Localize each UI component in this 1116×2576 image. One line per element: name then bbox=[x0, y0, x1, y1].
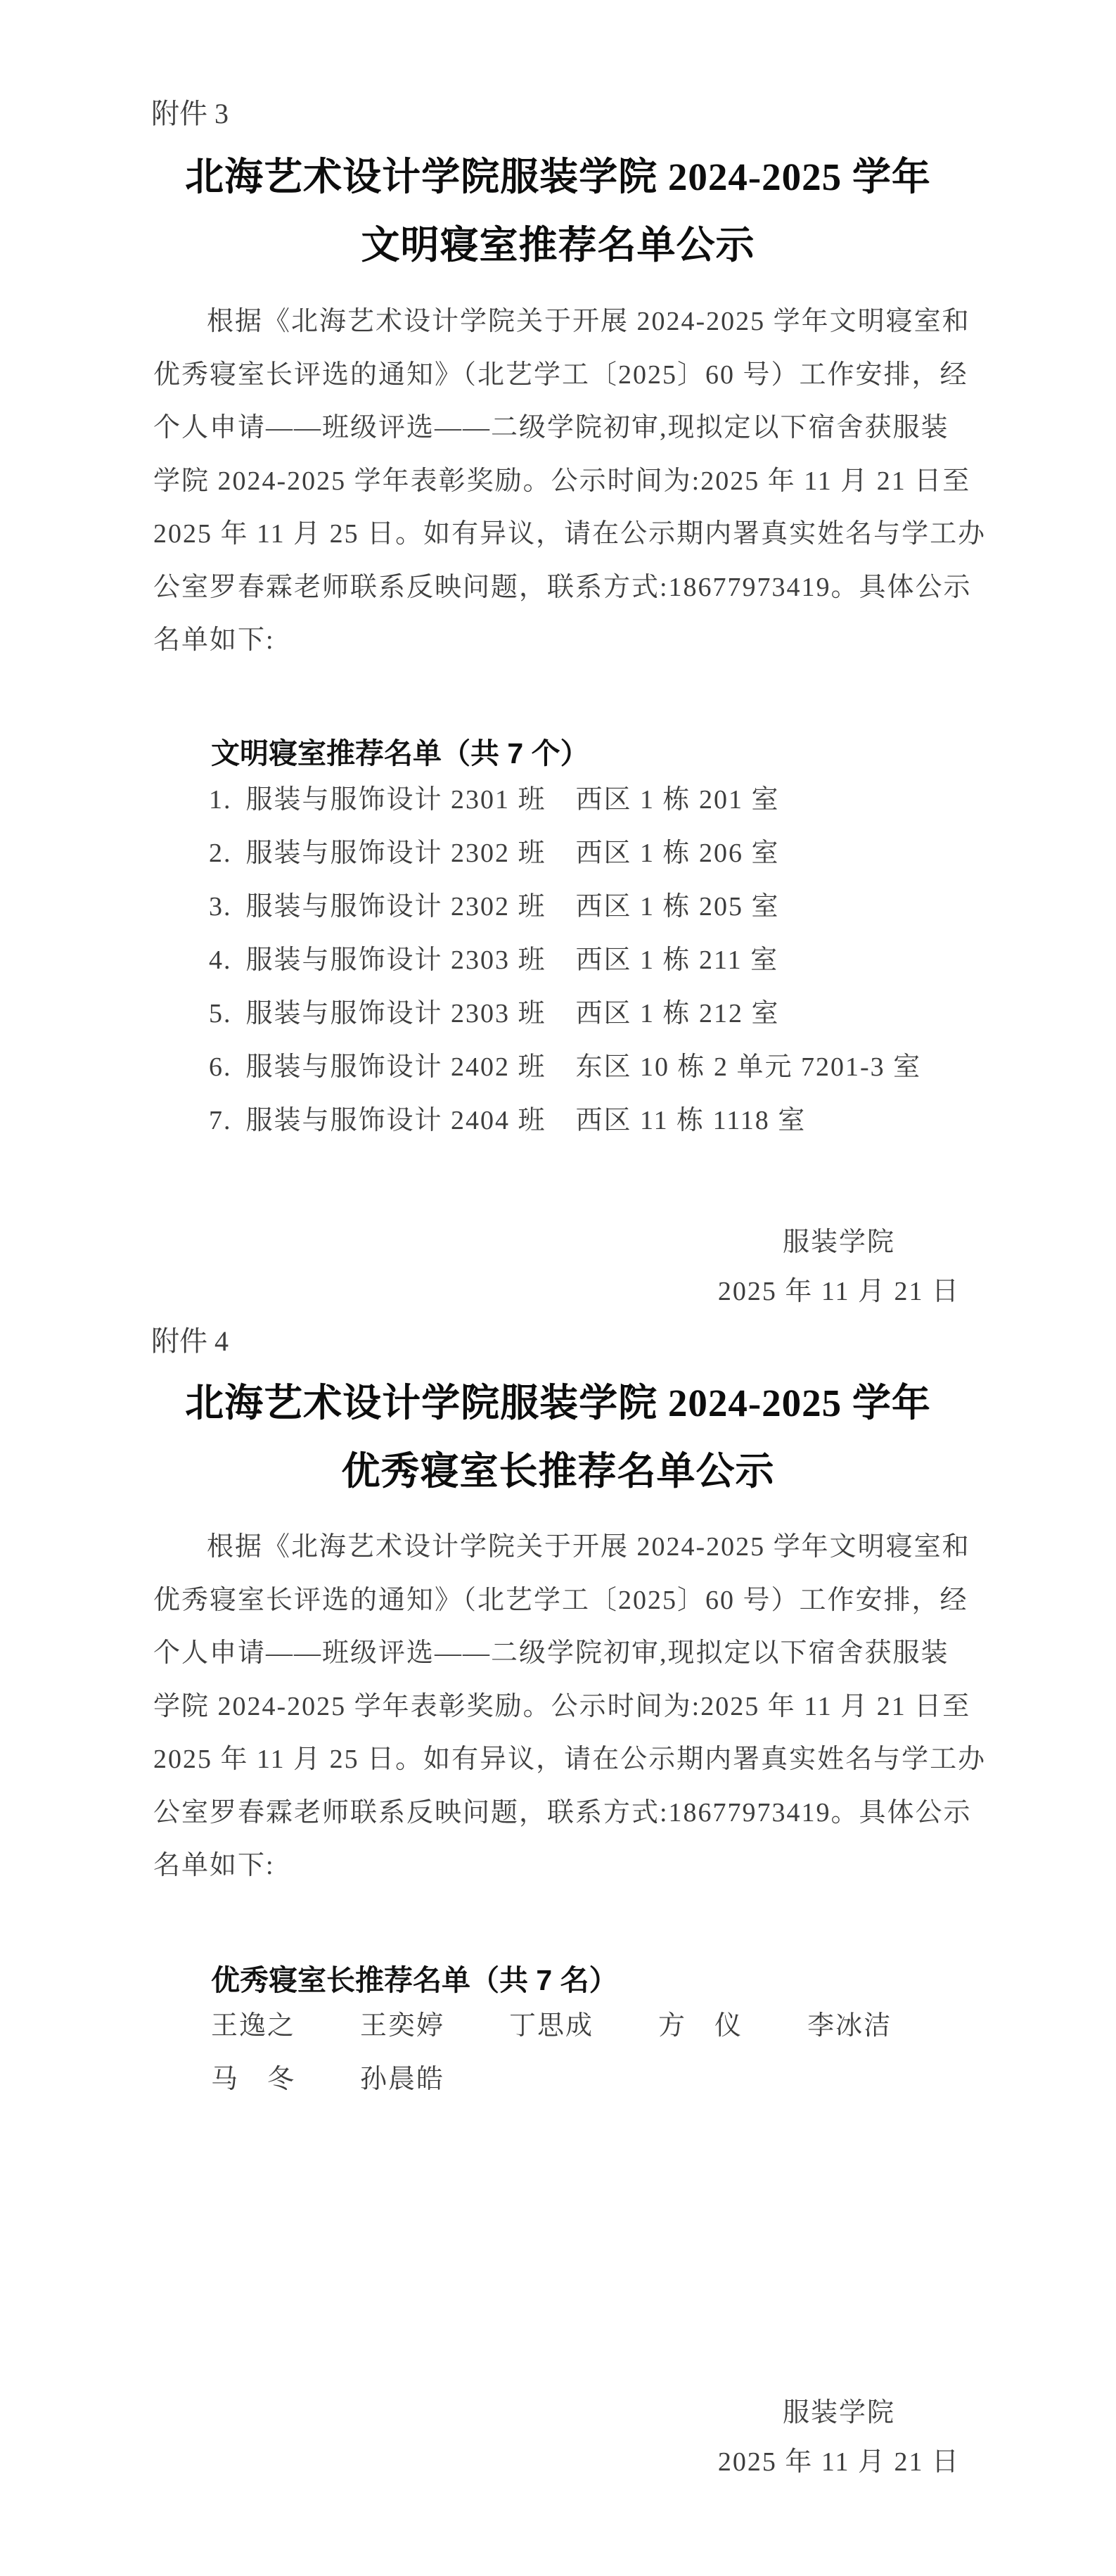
dorm-list-item bbox=[209, 880, 921, 933]
item-room: 西区 1 栋 206 室 bbox=[575, 839, 780, 868]
item-number: 3. bbox=[209, 892, 232, 922]
paragraph-line: 优秀寝室长评选的通知》（北艺学工〔2025〕60 号）工作安排，经 bbox=[153, 1585, 968, 1615]
item-class: 服装与服饰设计 2302 班 bbox=[245, 839, 546, 868]
section1-dorm-list bbox=[209, 773, 921, 1147]
item-number: 5. bbox=[209, 999, 232, 1028]
dorm-list-item bbox=[209, 1094, 921, 1147]
signature-date: 2025 年 11 月 21 日 bbox=[717, 2447, 960, 2477]
paragraph-line: 公室罗春霖老师联系反映问题，联系方式:18677973419。具体公示 bbox=[153, 572, 972, 602]
item-number: 2. bbox=[209, 839, 232, 868]
item-number: 6. bbox=[209, 1052, 232, 1082]
item-number: 7. bbox=[209, 1106, 232, 1135]
item-room: 西区 11 栋 1118 室 bbox=[575, 1106, 807, 1135]
item-class: 服装与服饰设计 2404 班 bbox=[245, 1106, 546, 1135]
section2-list-header: 优秀寝室长推荐名单（共 7 名） bbox=[211, 1964, 618, 1996]
item-class: 服装与服饰设计 2301 班 bbox=[245, 785, 546, 815]
paragraph-line: 公室罗春霖老师联系反映问题，联系方式:18677973419。具体公示 bbox=[153, 1797, 972, 1828]
paragraph-line: 个人申请——班级评选——二级学院初审,现拟定以下宿舍获服装 bbox=[153, 413, 949, 442]
student-name: 王逸之 bbox=[211, 2011, 296, 2041]
signature-date: 2025 年 11 月 21 日 bbox=[717, 1277, 960, 1306]
item-class: 服装与服饰设计 2303 班 bbox=[245, 945, 546, 975]
item-room: 西区 1 栋 205 室 bbox=[575, 892, 780, 922]
dorm-list-item bbox=[209, 987, 921, 1040]
dorm-list-item bbox=[209, 773, 921, 827]
item-room: 东区 10 栋 2 单元 7201-3 室 bbox=[575, 1052, 922, 1082]
student-name: 孙晨皓 bbox=[360, 2065, 445, 2094]
student-name: 丁思成 bbox=[509, 2011, 594, 2041]
section1-title-line1: 北海艺术设计学院服装学院 2024-2025 学年 bbox=[185, 155, 931, 198]
paragraph-line: 名单如下: bbox=[153, 625, 275, 655]
paragraph-line: 根据《北海艺术设计学院关于开展 2024-2025 学年文明寝室和 bbox=[207, 1532, 970, 1562]
section2-title-line1: 北海艺术设计学院服装学院 2024-2025 学年 bbox=[185, 1382, 931, 1424]
section1-title bbox=[70, 143, 1046, 279]
paragraph-line: 优秀寝室长评选的通知》（北艺学工〔2025〕60 号）工作安排，经 bbox=[153, 359, 968, 390]
section1-list-header: 文明寝室推荐名单（共 7 个） bbox=[211, 737, 589, 770]
names-row bbox=[211, 1999, 892, 2053]
paragraph-line: 根据《北海艺术设计学院关于开展 2024-2025 学年文明寝室和 bbox=[207, 307, 970, 336]
attachment-label-4: 附件 4 bbox=[151, 1325, 229, 1357]
paragraph-line: 2025 年 11 月 25 日。如有异议，请在公示期内署真实姓名与学工办 bbox=[153, 1745, 987, 1774]
item-number: 4. bbox=[209, 945, 232, 975]
section2-paragraph bbox=[153, 1521, 987, 1893]
section1-paragraph bbox=[153, 295, 987, 668]
item-room: 西区 1 栋 201 室 bbox=[575, 785, 780, 815]
item-room: 西区 1 栋 212 室 bbox=[575, 999, 780, 1028]
item-class: 服装与服饰设计 2303 班 bbox=[245, 999, 546, 1028]
section1-signature bbox=[718, 1218, 960, 1316]
dorm-list-item bbox=[209, 1040, 921, 1094]
signature-org: 服装学院 bbox=[782, 1228, 895, 1257]
paragraph-line: 学院 2024-2025 学年表彰奖励。公示时间为:2025 年 11 月 21 日至 bbox=[153, 1691, 971, 1721]
section1-title-line2: 文明寝室推荐名单公示 bbox=[361, 224, 755, 267]
dorm-list-item bbox=[209, 933, 921, 987]
item-room: 西区 1 栋 211 室 bbox=[575, 945, 779, 975]
signature-org: 服装学院 bbox=[782, 2398, 895, 2428]
paragraph-line: 名单如下: bbox=[153, 1851, 275, 1880]
dorm-list-item bbox=[209, 827, 921, 880]
student-name: 马 冬 bbox=[211, 2065, 296, 2094]
item-number: 1. bbox=[209, 785, 232, 815]
section2-title bbox=[70, 1369, 1046, 1505]
paragraph-line: 学院 2024-2025 学年表彰奖励。公示时间为:2025 年 11 月 21 日至 bbox=[153, 466, 971, 496]
item-class: 服装与服饰设计 2402 班 bbox=[245, 1052, 546, 1082]
student-name: 王奕婷 bbox=[360, 2011, 445, 2041]
item-class: 服装与服饰设计 2302 班 bbox=[245, 892, 546, 922]
section2-title-line2: 优秀寝室长推荐名单公示 bbox=[341, 1450, 775, 1493]
paragraph-line: 2025 年 11 月 25 日。如有异议，请在公示期内署真实姓名与学工办 bbox=[153, 519, 987, 549]
section2-names-list bbox=[211, 1999, 892, 2106]
names-row bbox=[211, 2053, 892, 2106]
attachment-label-3: 附件 3 bbox=[151, 98, 229, 129]
section2-signature bbox=[718, 2388, 960, 2487]
paragraph-line: 个人申请——班级评选——二级学院初审,现拟定以下宿舍获服装 bbox=[153, 1638, 949, 1668]
student-name: 方 仪 bbox=[658, 2011, 743, 2041]
student-name: 李冰洁 bbox=[807, 2011, 892, 2041]
